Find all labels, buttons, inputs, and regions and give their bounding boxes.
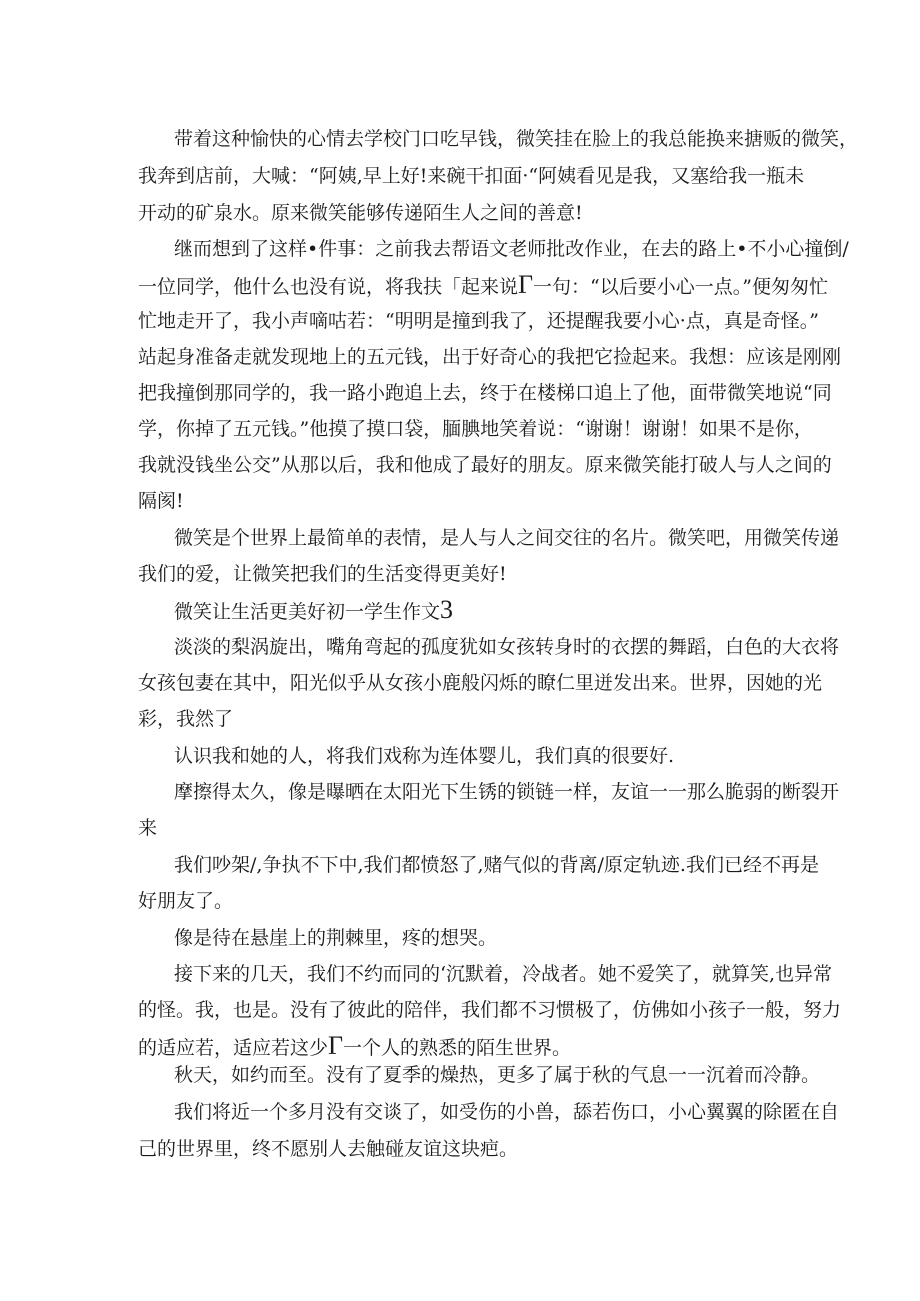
text-line: 我们吵架/,争执不下中,我们都愤怒了,赌气似的背离/原定轨迹.我们已经不再是	[174, 854, 819, 876]
text-line: 学，你掉了五元钱。”他摸了摸口袋，腼腆地笑着说：“谢谢！谢谢！如果不是你，	[138, 418, 813, 440]
text-line: 秋天，如约而至。没有了夏季的燥热，更多了属于秋的气息一一沉着而冷静。	[174, 1064, 821, 1086]
essay-heading	[174, 597, 453, 623]
text-line: 摩擦得太久，像是曝晒在太阳光下生锈的锁链一样，友谊一一那么脆弱的断裂开	[174, 781, 840, 803]
text-line: 我就没钱坐公交”从那以后，我和他成了最好的朋友。原来微笑能打破人与人之间的	[138, 454, 832, 476]
odd-glyph: Γ	[328, 1031, 344, 1060]
odd-glyph: Γ	[518, 270, 534, 299]
text-line: 我奔到店前，大喊：“阿姨,早上好!来碗干扣面·“阿姨看见是我，又塞给我一瓶未	[138, 165, 805, 187]
text-line: 像是待在悬崖上的荆棘里，疼的想哭。	[174, 927, 498, 949]
text-segment: 一句：“以后要小心一点。”便匆匆忙	[533, 276, 828, 298]
text-line: 女孩包妻在其中，阳光似乎从女孩小鹿般闪烁的瞭仁里迸发出来。世界，因她的光	[138, 672, 823, 694]
text-line: 接下来的几天，我们不约而同的‘沉默着，冷战者。她不爱笑了，就算笑,也异常	[174, 963, 833, 985]
text-line: 继而想到了这样•件事：之前我去帮语文老师批改作业，在去的路上•不小心撞倒/	[174, 238, 849, 260]
text-line: 忙地走开了，我小声嘀咕若：“明明是撞到我了，还提醒我要小心·点，真是奇怪。”	[138, 310, 819, 332]
essay-number: 3	[440, 595, 454, 624]
text-line: 的怪。我，也是。没有了彼此的陪伴，我们都不习惯极了，仿佛如小孩子一般，努力	[138, 999, 842, 1021]
text-line: 站起身准备走就发现地上的五元钱，出于好奇心的我把它捡起来。我想：应该是刚刚	[138, 346, 842, 368]
text-line: 我们的爱，让微笑把我们的生活变得更美好!	[138, 563, 507, 585]
text-line: 认识我和她的人，将我们戏称为连体婴儿，我们真的很要好.	[174, 745, 675, 767]
text-line: 好朋友了。	[138, 890, 234, 912]
text-line: 淡淡的梨涡旋出，嘴角弯起的孤度犹如女孩转身时的衣摆的舞蹈，白色的大衣将	[174, 636, 840, 658]
text-line	[138, 272, 828, 298]
text-segment: 一位同学，他什么也没有说，将我扶「起来说	[138, 276, 519, 298]
text-line: 己的世界里，终不愿别人去触碰友谊这块疤。	[138, 1138, 519, 1160]
text-line: 带着这种愉快的心情去学校门口吃早钱，微笑挂在脸上的我总能换来搪贩的微笑，	[174, 128, 859, 150]
text-line: 微笑是个世界上最简单的表情，是人与人之间交往的名片。微笑吧，用微笑传递	[174, 527, 840, 549]
text-line: 把我撞倒那同学的，我一路小跑追上去，终于在楼梯口追上了他，面带微笑地说“同	[138, 382, 832, 404]
text-line: 我们将近一个多月没有交谈了，如受伤的小兽，舔若伤口，小心翼翼的除匿在自	[174, 1101, 840, 1123]
text-segment: 的适应若，适应若这少	[138, 1037, 329, 1059]
text-line	[138, 1033, 571, 1059]
text-line: 隔阂!	[138, 490, 184, 512]
text-line: 彩，我然了	[138, 708, 234, 730]
text-segment: 一个人的熟悉的陌生世界。	[343, 1037, 572, 1059]
text-line: 开动的矿泉水。原来微笑能够传递陌生人之间的善意!	[138, 202, 583, 224]
text-line: 来	[138, 817, 158, 839]
heading-text: 微笑让生活更美好初一学生作文	[174, 601, 441, 623]
